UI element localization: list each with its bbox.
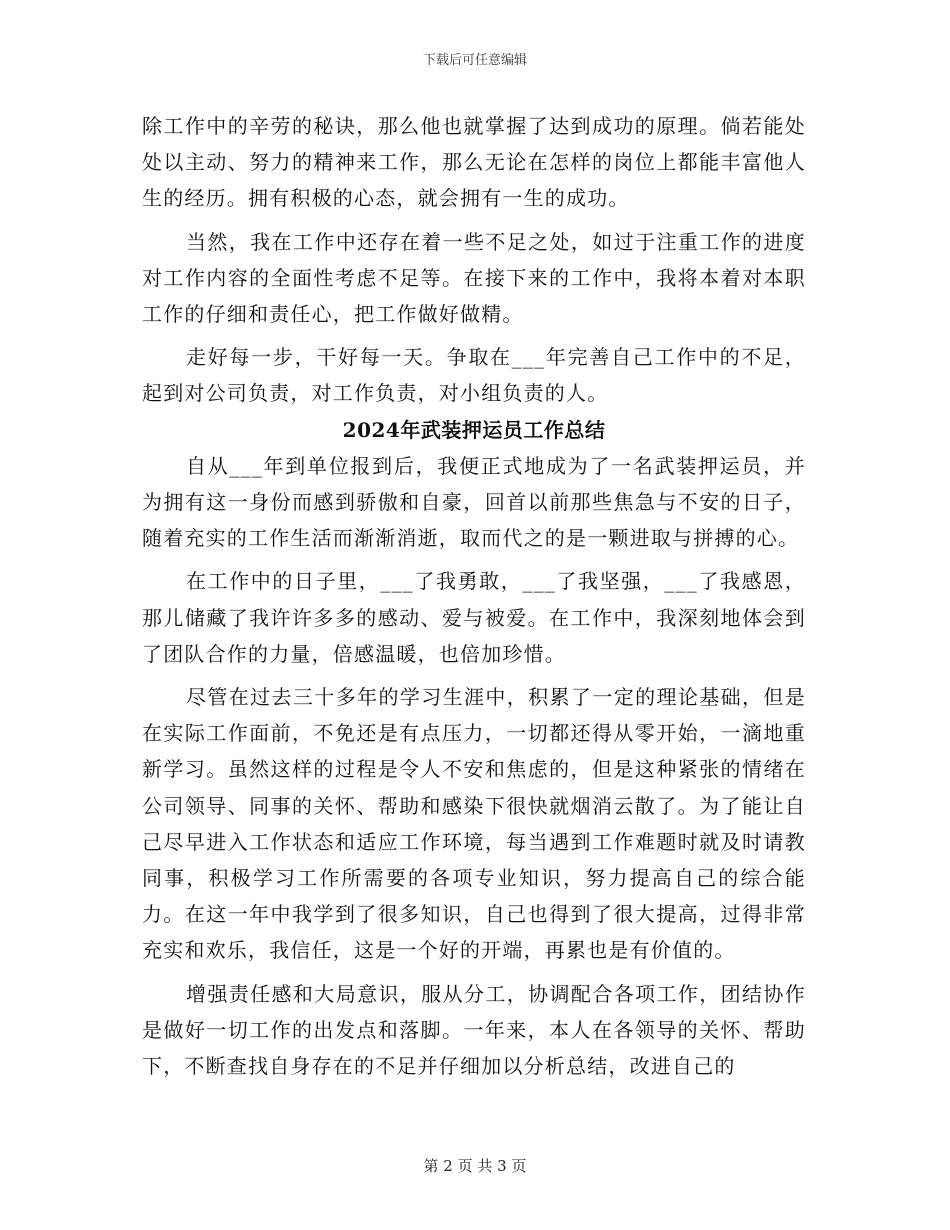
page-header-note: 下载后可任意编辑 — [422, 53, 527, 68]
paragraph-resolution: 走好每一步，干好每一天。争取在___年完善自己工作中的不足，起到对公司负责，对工作负责，对小组负责的人。 — [142, 345, 806, 406]
paragraph-introduction: 自从___年到单位报到后，我便正式地成为了一名武装押运员，并为拥有这一身份而感到骄傲和自豪，回首以前那些焦急与不安的日子，随着充实的工作生活而渐渐消逝，取而代之的是一颗进取与拼搏的心。 — [142, 453, 806, 551]
section-heading: 2024年武装押运员工作总结 — [342, 417, 606, 442]
document-body — [142, 108, 806, 1084]
paragraph-continued: 除工作中的辛劳的秘诀，那么他也就掌握了达到成功的原理。倘若能处处以主动、努力的精神来工作，那么无论在怎样的岗位上都能丰富他人生的经历。拥有积极的心态，就会拥有一生的成功。 — [142, 114, 806, 211]
paragraph-learning: 尽管在过去三十多年的学习生涯中，积累了一定的理论基础，但是在实际工作面前，不免还是有点压力，一切都还得从零开始，一滴地重新学习。虽然这样的过程是令人不安和焦虑的，但是这种紧张的情绪在公司领导、同事的关怀、帮助和感染下很快就烟消云散了。为了能让自己尽早进入工作状态和适应工作环境，每当遇到工作难题时就及时请教同事，积极学习工作所需要的各项专业知识，努力提高自己的综合能力。在这一年中我学到了很多知识，自己也得到了很大提高，过得非常充实和欢乐，我信任，这是一个好的开端，再累也是有价值的。 — [142, 685, 806, 963]
paragraph-shortcomings: 当然，我在工作中还存在着一些不足之处，如过于注重工作的进度对工作内容的全面性考虑不足等。在接下来的工作中，我将本着对本职工作的仔细和责任心，把工作做好做精。 — [142, 229, 806, 327]
page-number: 第 2 页 共 3 页 — [423, 1157, 527, 1175]
paragraph-responsibility: 增强责任感和大局意识，服从分工，协调配合各项工作，团结协作是做好一切工作的出发点和落脚。一年来，本人在各领导的关怀、帮助下，不断查找自身存在的不足并仔细加以分析总结，改进自己的 — [142, 981, 806, 1079]
paragraph-work-days: 在工作中的日子里，___了我勇敢，___了我坚强，___了我感恩，那儿储藏了我许许多多的感动、爱与被爱。在工作中，我深刻地体会到了团队合作的力量，倍感温暖，也倍加珍惜。 — [142, 569, 806, 666]
